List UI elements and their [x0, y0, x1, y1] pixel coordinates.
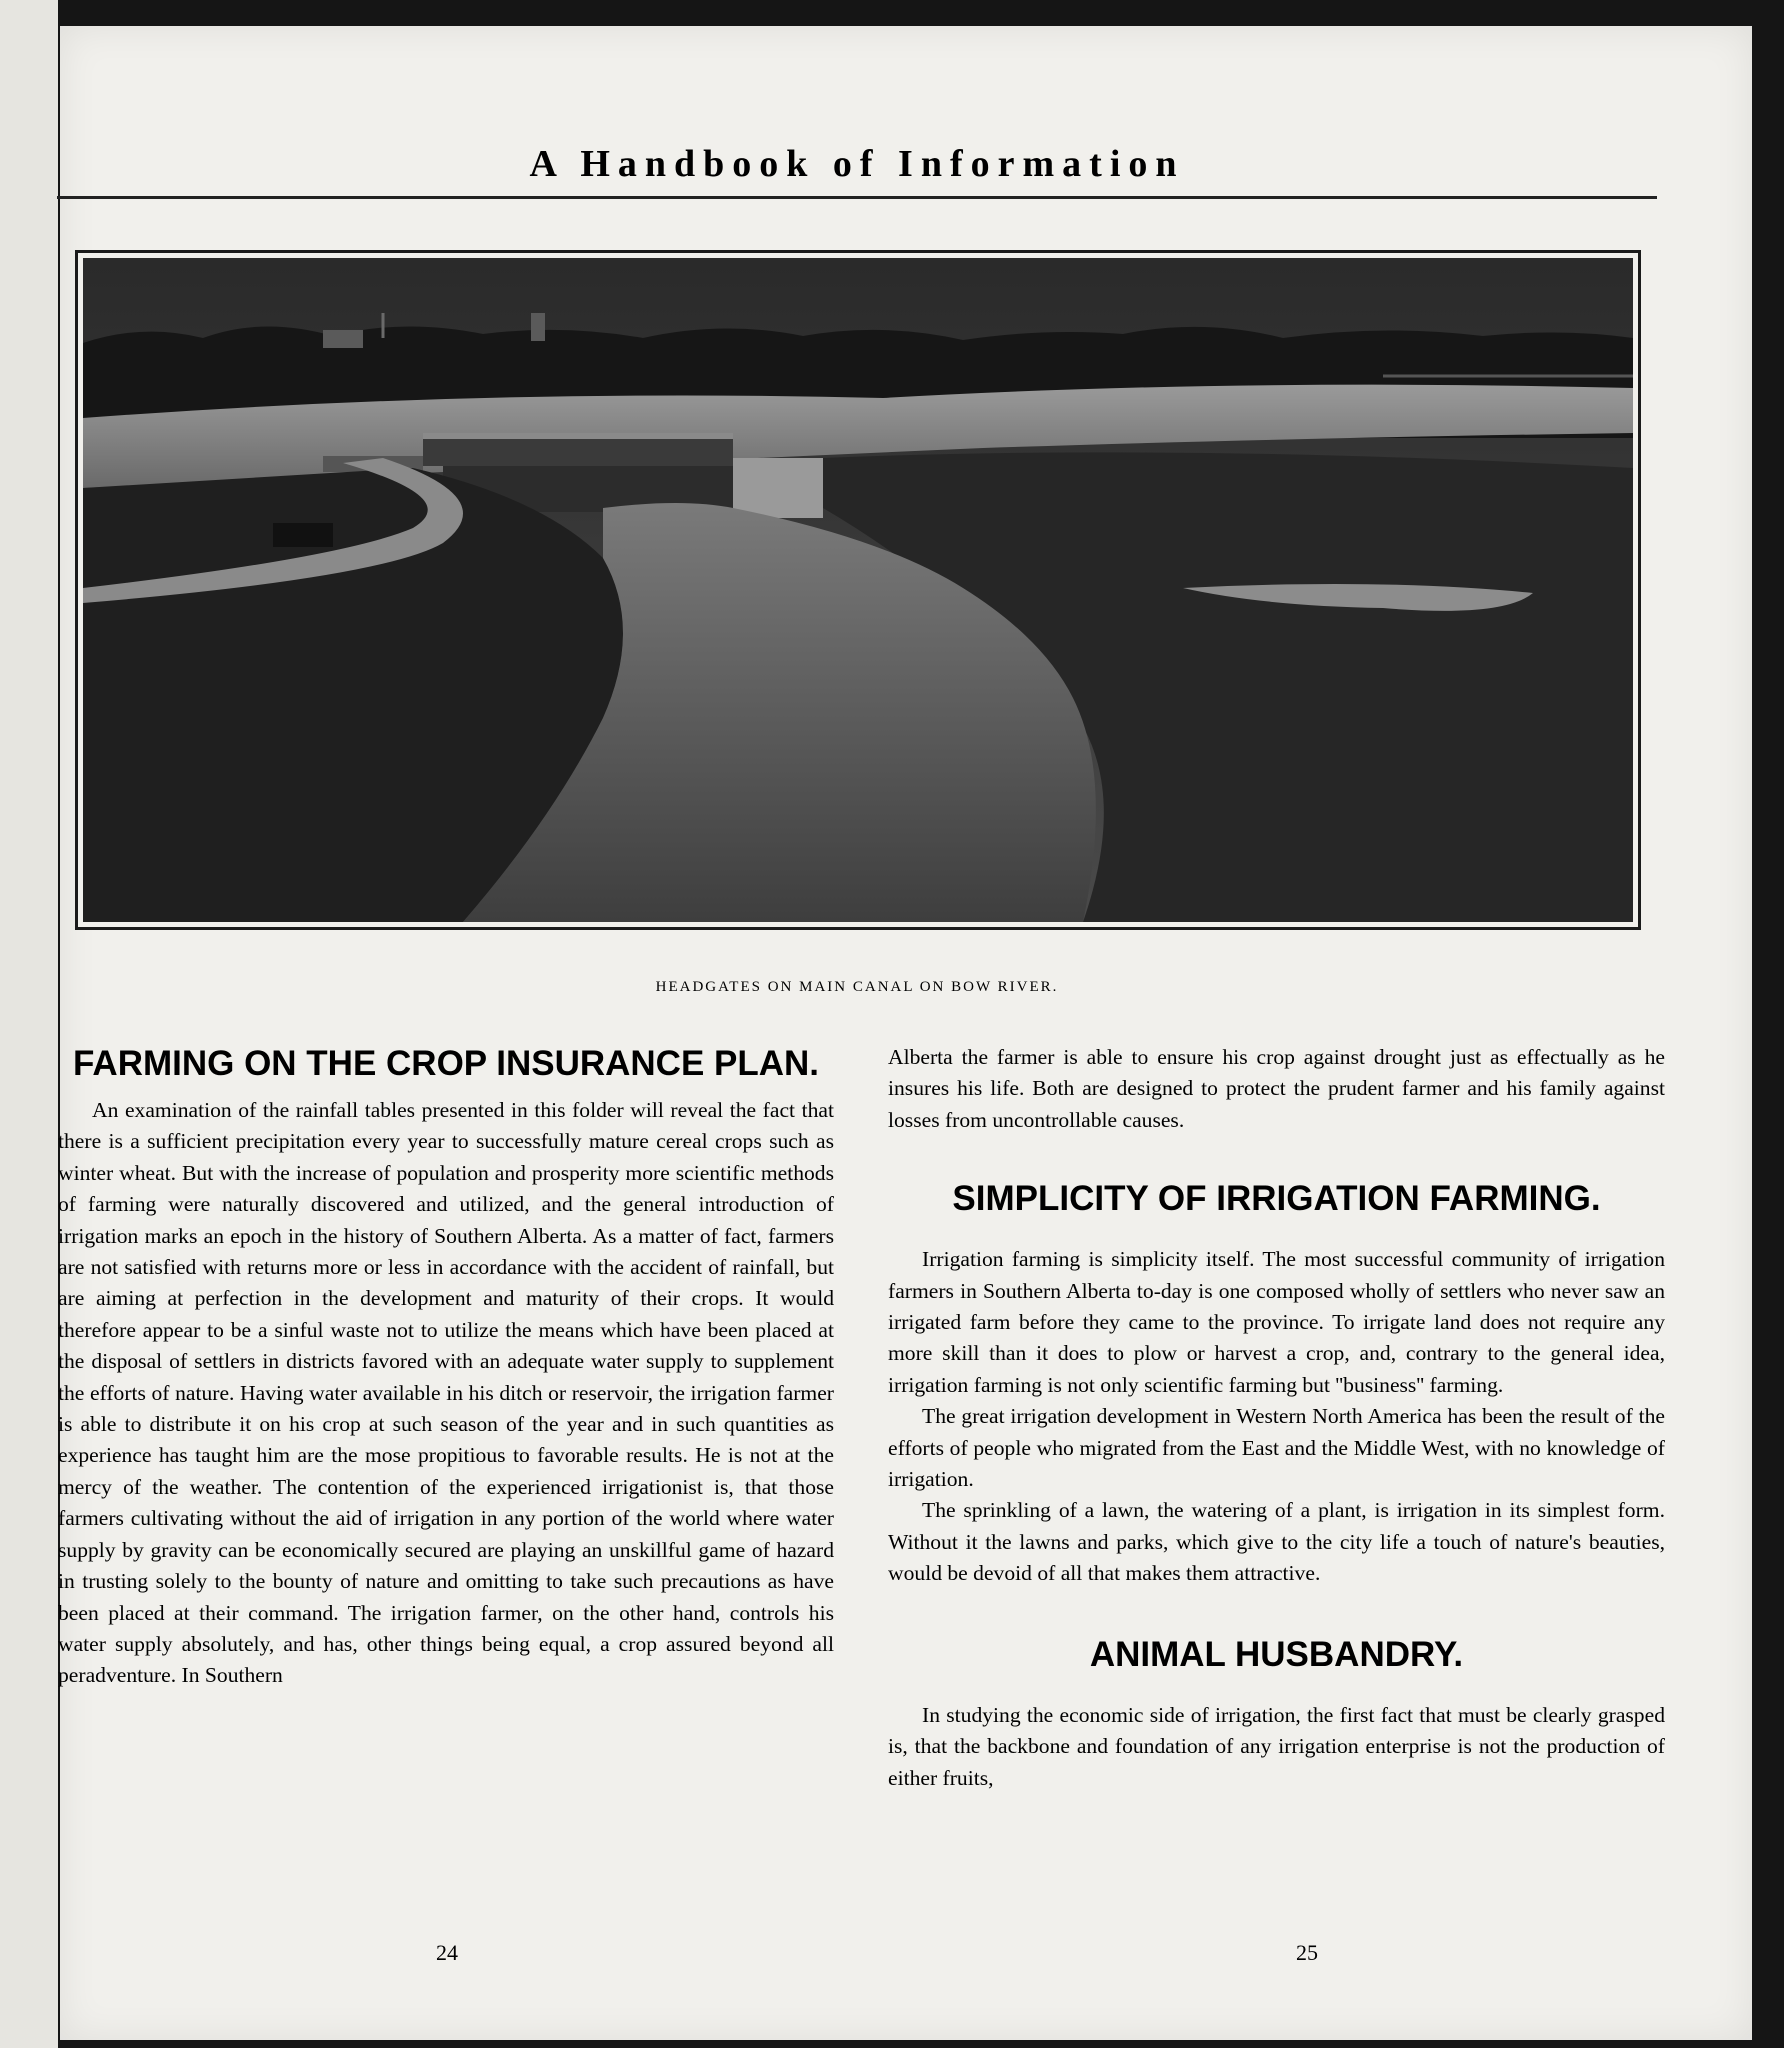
page-number-left: 24 [436, 1940, 458, 1965]
paragraph-continuation: Alberta the farmer is able to ensure his crop against drought just as effectually as he insures his life. Both are designed to protect the prudent farmer and his family against losses from uncontrollable causes. [888, 1045, 1665, 1132]
running-header: A Handbook of Information [529, 143, 1185, 185]
section-heading-animal-husbandry: ANIMAL HUSBANDRY. [1089, 1634, 1464, 1674]
page-number-right: 25 [1296, 1940, 1318, 1965]
headgates-photo [83, 258, 1633, 922]
paragraph: An examination of the rainfall tables presented in this folder will reveal the fact that there is a sufficient precipitation every year to successfully mature cereal crops such as winter wheat. But with the increase of population and prosperity more scientific methods of farming were naturally discovered and utilized, and the general introduction of irrigation marks an epoch in the history of Southern Alberta. As a matter of fact, farmers are not satisfied with returns more or less in accordance with the accident of rainfall, but are aiming at perfection in the development and maturity of their crops. It would therefore appear to be a sinful waste not to utilize the means which have been placed at the disposal of settlers in districts favored with an adequate water supply to supplement the efforts of nature. Having water available in his ditch or reservoir, the irrigation farmer is able to distribute it on his crop at such season of the year and in such quantities as experience has taught him are the mose propitious to favorable results. He is not at the mercy of the weather. The contention of the experienced irrigationist is, that those farmers cultivating without the aid of irrigation in any portion of the world where water supply by gravity can be economically secured are playing an unskillful game of hazard in trusting solely to the bounty of nature and omitting to take such precautions as have been placed at their command. The irrigation farmer, on the other hand, controls his water supply absolutely, and has, other things being equal, a crop assured beyond all peradventure. In Southern [58, 1098, 834, 1688]
section-heading-crop-insurance: FARMING ON THE CROP INSURANCE PLAN. [72, 1044, 820, 1083]
left-column [58, 1040, 834, 1692]
paragraph: Irrigation farming is simplicity itself. The most successful community of irrigation farmers in Southern Alberta to-day is one composed wholly of settlers who never saw an irrigated farm before they came to the province. To irrigate land does not require any more skill than it does to plow or harvest a crop, and, contrary to the general idea, irrigation farming is not only scientific farming but ''business'' farming. [888, 1247, 1665, 1397]
facing-page-edge [0, 0, 58, 2048]
paragraph: The great irrigation development in Western North America has been the result of the efforts of people who migrated from the East and the Middle West, with no knowledge of irrigation. [888, 1404, 1665, 1492]
right-column [888, 1042, 1665, 1794]
header-rule [57, 196, 1657, 199]
paragraph: The sprinkling of a lawn, the watering of a plant, is irrigation in its simplest form. Without it the lawns and parks, which give to the city life a touch of nature's beauties, would be devoid of all that makes them attractive. [888, 1498, 1665, 1586]
photo-caption: HEADGATES ON MAIN CANAL ON BOW RIVER. [655, 979, 1059, 995]
photo-frame [75, 250, 1641, 930]
section-heading-simplicity: SIMPLICITY OF IRRIGATION FARMING. [952, 1179, 1601, 1219]
paragraph: In studying the economic side of irrigation, the first fact that must be clearly grasped is, that the backbone and foundation of any irrigation enterprise is not the production of either fruits, [888, 1702, 1665, 1790]
